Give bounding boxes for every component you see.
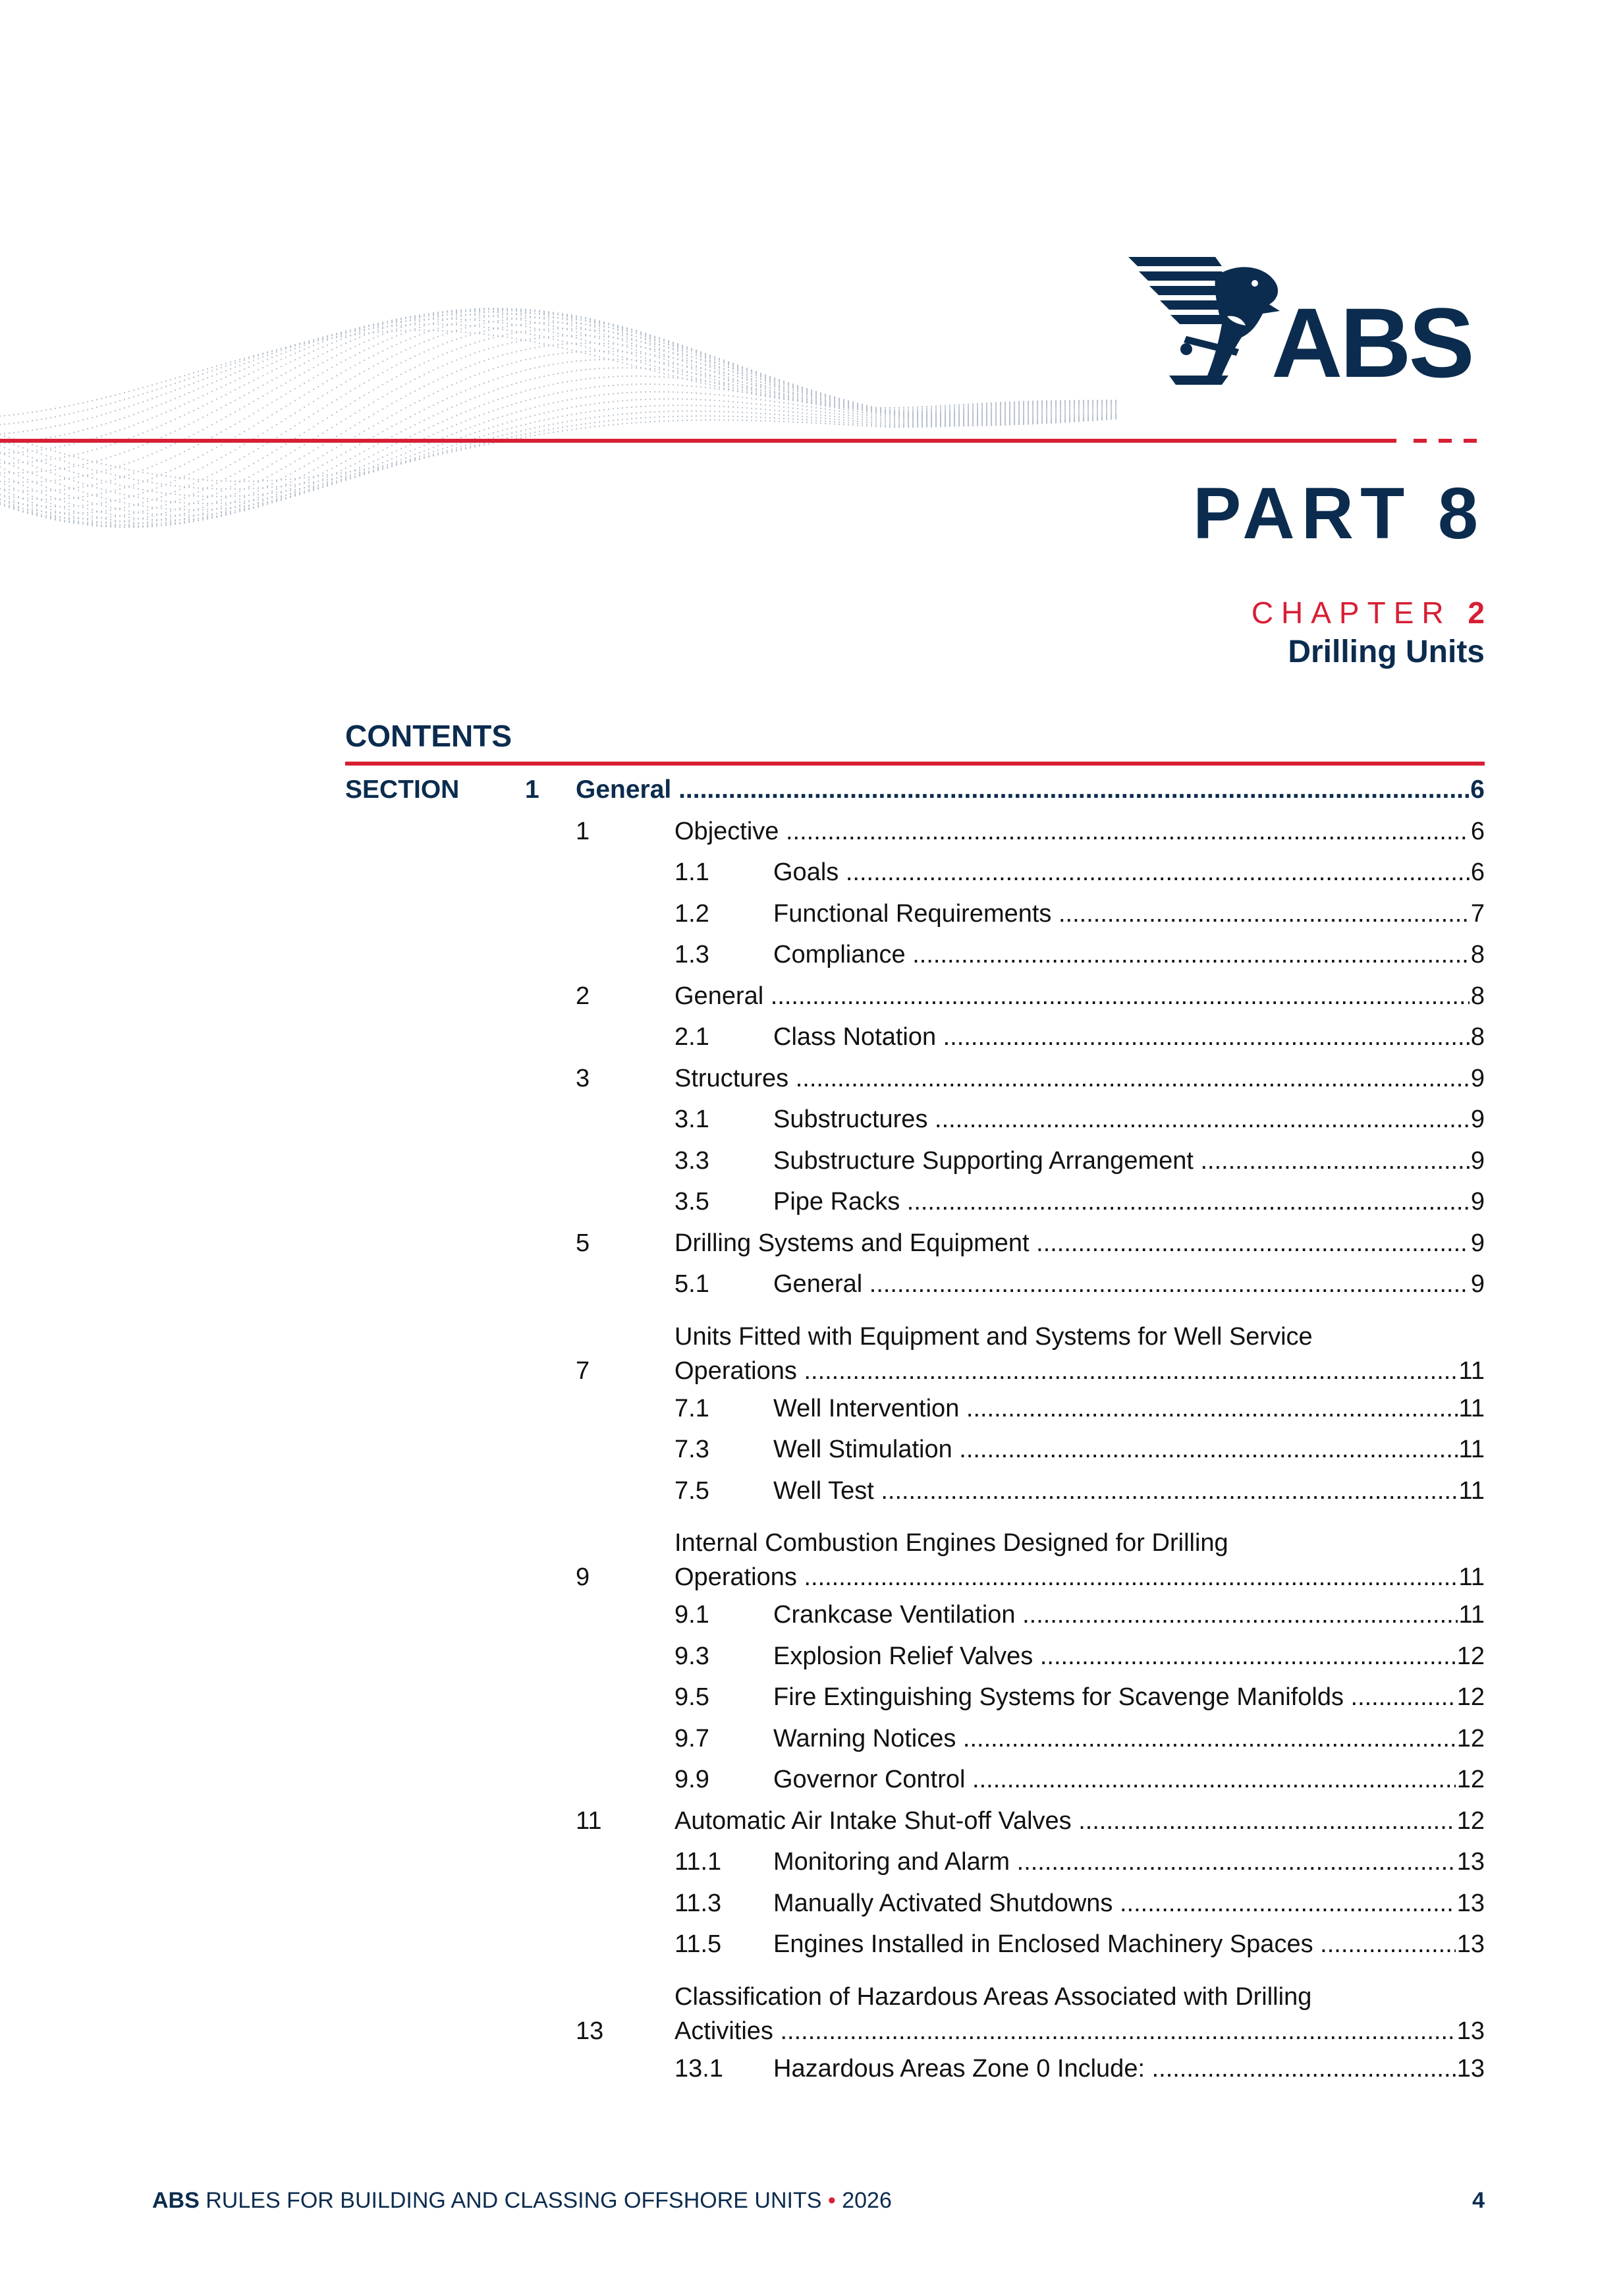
- toc-entry-2-1[interactable]: [345, 1017, 1485, 1058]
- toc-entry-title: Structures .....: [674, 1065, 1470, 1092]
- toc-entry-page: 6: [1470, 858, 1485, 886]
- toc-entry-9[interactable]: [345, 1511, 1485, 1594]
- toc-entry-title: Explosion Relief Valves .....: [773, 1642, 1456, 1670]
- header-rule-dash: [1414, 439, 1427, 443]
- toc-entry-page: 12: [1456, 1683, 1485, 1711]
- toc-entry-line: [773, 1759, 1485, 1801]
- part-title: PART 8: [1192, 473, 1485, 554]
- header-rule: [0, 439, 1396, 443]
- toc-entry-1-3[interactable]: [345, 934, 1485, 976]
- toc-entry-page: 13: [1456, 2017, 1485, 2045]
- toc-entry-title: General .....: [773, 1270, 1470, 1298]
- toc-entry-9-5[interactable]: [345, 1677, 1485, 1718]
- toc-entry-title: Monitoring and Alarm .....: [773, 1848, 1456, 1876]
- chapter-title: Drilling Units: [1288, 634, 1485, 669]
- toc-entry-page: 11: [1458, 1357, 1485, 1385]
- toc-entry-number: 5: [576, 1229, 590, 1257]
- toc-entry-number: 7.5: [674, 1476, 709, 1505]
- footer-year: 2026: [842, 2188, 892, 2213]
- toc-entry-page: 13: [1456, 1848, 1485, 1876]
- toc-entry-page: 12: [1456, 1766, 1485, 1793]
- toc-entry-number: 3.1: [674, 1106, 709, 1133]
- toc-entry-line: [773, 1883, 1485, 1924]
- toc-entry-page: 9: [1470, 1270, 1485, 1298]
- toc-entry-line: [773, 1677, 1485, 1718]
- toc-entry-page: 9: [1470, 1188, 1485, 1216]
- toc-entry-1-1[interactable]: [345, 852, 1485, 893]
- toc-entry-title: Manually Activated Shutdowns .....: [773, 1890, 1456, 1917]
- toc-entry-13[interactable]: [345, 1965, 1485, 2048]
- toc-entry-title: Goals .....: [773, 858, 1470, 886]
- toc-entry-number: 11.5: [674, 1930, 722, 1958]
- page-footer: [152, 2189, 1485, 2212]
- toc-entry-number: 7: [576, 1357, 590, 1385]
- toc-entry-3-3[interactable]: [345, 1140, 1485, 1182]
- toc-entry-title: General .....: [674, 982, 1470, 1010]
- contents-rule: [345, 762, 1485, 766]
- toc-entry-line: [773, 1017, 1485, 1058]
- chapter-label: [1252, 598, 1485, 628]
- toc-entry-7-1[interactable]: [345, 1388, 1485, 1430]
- toc-entry-line: [773, 1470, 1485, 1512]
- toc-entry-2[interactable]: [345, 976, 1485, 1017]
- toc-entry-number: 7.3: [674, 1436, 709, 1463]
- section-entry: [576, 770, 1485, 811]
- section-label: SECTION: [345, 775, 460, 804]
- toc-entry-page: 6: [1470, 817, 1485, 845]
- chapter-word: CHAPTER: [1251, 596, 1452, 630]
- toc-entry-line: [674, 1980, 1485, 2048]
- toc-entry-title: Substructures .....: [773, 1106, 1470, 1133]
- toc-entry-title: Compliance .....: [773, 941, 1470, 968]
- toc-entry-line: [773, 934, 1485, 976]
- toc-entry-number: 13.1: [674, 2054, 723, 2083]
- toc-entry-page: 12: [1456, 1806, 1485, 1835]
- toc-entry-number: 5.1: [674, 1270, 709, 1298]
- footer-separator: •: [827, 2188, 836, 2213]
- toc-entry-title: Units Fitted with Equipment and Systems for Well Service Operations .....: [674, 1323, 1458, 1385]
- logo-wordmark: ABS: [1271, 287, 1472, 389]
- toc-entry-number: 3: [576, 1064, 590, 1092]
- toc-entry-page: 11: [1458, 1601, 1485, 1629]
- toc-entry-title: Class Notation .....: [773, 1023, 1470, 1051]
- toc-entry-line: [773, 852, 1485, 893]
- toc-entry-line: [674, 1526, 1485, 1594]
- toc-entry-number: 11: [576, 1806, 602, 1835]
- toc-entry-number: 11.3: [674, 1889, 722, 1917]
- toc-entry-line: [674, 1058, 1485, 1100]
- footer-page-number: 4: [1472, 2188, 1485, 2213]
- toc-entry-number: 2.1: [674, 1023, 709, 1051]
- toc-entry-title: Well Test .....: [773, 1477, 1458, 1505]
- toc-entry-line: [773, 1594, 1485, 1636]
- toc-entry-number: 13: [576, 2017, 604, 2045]
- toc-entry-line: [773, 1718, 1485, 1760]
- toc-entry-7[interactable]: [345, 1305, 1485, 1388]
- toc-entry-page: 11: [1458, 1476, 1485, 1505]
- footer-publication-title: RULES FOR BUILDING AND CLASSING OFFSHORE UNITS: [206, 2188, 822, 2213]
- chapter-number: 2: [1468, 596, 1485, 630]
- toc-entry-number: 3.5: [674, 1188, 709, 1216]
- toc-section-row[interactable]: [345, 770, 1485, 811]
- toc-entry-line: [773, 1388, 1485, 1430]
- toc-entry-3[interactable]: [345, 1058, 1485, 1100]
- toc-entry-page: 9: [1470, 1146, 1485, 1175]
- toc-entry-line: [773, 1429, 1485, 1470]
- toc-entry-9-3[interactable]: [345, 1636, 1485, 1677]
- toc-entry-title: Classification of Hazardous Areas Associated with Drilling Activities .....: [674, 1983, 1456, 2045]
- dotted-wave-lines: [0, 308, 1116, 527]
- toc-entry-title: Crankcase Ventilation .....: [773, 1601, 1458, 1629]
- toc-entry-line: [773, 1636, 1485, 1677]
- toc-entry-line: [773, 1140, 1485, 1182]
- footer-brand: ABS: [152, 2188, 200, 2213]
- section-number: 1: [525, 775, 539, 804]
- toc-entry-9-1[interactable]: [345, 1594, 1485, 1636]
- toc-entry-line: [674, 1320, 1485, 1388]
- toc-entry-title: Well Stimulation .....: [773, 1436, 1458, 1463]
- toc-entry-number: 9.3: [674, 1642, 709, 1670]
- toc-entry-number: 9: [576, 1563, 590, 1591]
- toc-entry-1-2[interactable]: [345, 893, 1485, 935]
- toc-entry-page: 8: [1470, 1023, 1485, 1051]
- toc-entry-page: 11: [1458, 1436, 1485, 1463]
- toc-entry-line: [674, 1801, 1485, 1842]
- header-rule-dash: [1464, 439, 1477, 443]
- toc-entry-11-1[interactable]: [345, 1841, 1485, 1883]
- toc-entry-page: 12: [1456, 1724, 1485, 1752]
- toc-entry-line: [773, 1099, 1485, 1140]
- toc-entry-page: 11: [1458, 1394, 1485, 1422]
- toc-entry-number: 1: [576, 817, 590, 845]
- section-page: 6: [1470, 775, 1485, 804]
- toc-entry-line: [773, 893, 1485, 935]
- toc-entry-page: 11: [1458, 1563, 1485, 1591]
- toc-entry-7-5[interactable]: [345, 1470, 1485, 1512]
- toc-entry-line: [773, 1924, 1485, 1965]
- toc-entry-page: 9: [1470, 1229, 1485, 1257]
- toc-entry-11-5[interactable]: [345, 1924, 1485, 1965]
- toc-entry-page: 13: [1456, 2054, 1485, 2083]
- toc-entry-page: 7: [1470, 899, 1485, 928]
- toc-entry-5[interactable]: [345, 1223, 1485, 1264]
- toc-entry-page: 9: [1470, 1064, 1485, 1092]
- toc-entry-1[interactable]: [345, 811, 1485, 853]
- toc-entry-number: 1.3: [674, 941, 709, 968]
- toc-entry-page: 9: [1470, 1106, 1485, 1133]
- toc-entry-number: 3.3: [674, 1146, 709, 1175]
- toc-entry-title: Engines Installed in Enclosed Machinery Spaces .....: [773, 1930, 1456, 1958]
- toc-entry-title: Internal Combustion Engines Designed for Drilling Operations .....: [674, 1529, 1458, 1591]
- contents-heading: CONTENTS: [345, 719, 512, 753]
- toc-entry-title: Warning Notices .....: [773, 1725, 1456, 1752]
- toc-entry-number: 7.1: [674, 1394, 709, 1422]
- toc-entry-11[interactable]: [345, 1801, 1485, 1842]
- toc-entry-3-5[interactable]: [345, 1181, 1485, 1223]
- toc-entry-number: 9.5: [674, 1683, 709, 1711]
- toc-entry-number: 2: [576, 982, 590, 1010]
- toc-entry-line: [674, 1223, 1485, 1264]
- toc-entry-9-9[interactable]: [345, 1759, 1485, 1801]
- toc-entry-title: Objective .....: [674, 818, 1470, 845]
- toc-entry-title: Automatic Air Intake Shut-off Valves .....: [674, 1807, 1456, 1835]
- toc-entry-line: [773, 1841, 1485, 1883]
- toc-entry-title: Hazardous Areas Zone 0 Include: .....: [773, 2055, 1456, 2083]
- toc-entry-line: [773, 2048, 1485, 2090]
- toc-entry-number: 9.9: [674, 1766, 709, 1793]
- toc-entry-title: Pipe Racks .....: [773, 1188, 1470, 1216]
- section-title: General .....: [576, 775, 1469, 804]
- toc-entry-line: [773, 1264, 1485, 1305]
- toc-entry-title: Governor Control .....: [773, 1766, 1456, 1793]
- toc-entry-page: 13: [1456, 1930, 1485, 1958]
- toc-entry-11-3[interactable]: [345, 1883, 1485, 1924]
- table-of-contents: [345, 770, 1485, 2089]
- toc-entry-number: 9.7: [674, 1724, 709, 1752]
- toc-entry-line: [674, 811, 1485, 853]
- toc-entry-title: Well Intervention .....: [773, 1395, 1458, 1422]
- toc-entry-line: [773, 1181, 1485, 1223]
- toc-entry-title: Drilling Systems and Equipment .....: [674, 1229, 1470, 1257]
- toc-entry-line: [674, 976, 1485, 1017]
- toc-entry-3-1[interactable]: [345, 1099, 1485, 1140]
- toc-entry-title: Fire Extinguishing Systems for Scavenge Manifolds .....: [773, 1683, 1456, 1711]
- toc-entry-13-1[interactable]: [345, 2048, 1485, 2090]
- toc-entry-number: 1.1: [674, 858, 709, 886]
- toc-entry-number: 9.1: [674, 1601, 709, 1629]
- toc-entry-title: Functional Requirements .....: [773, 900, 1470, 928]
- toc-entry-page: 13: [1456, 1889, 1485, 1917]
- toc-entry-5-1[interactable]: [345, 1264, 1485, 1305]
- dotted-wave-decoration: [0, 244, 1120, 613]
- abs-eagle-logo: [1123, 250, 1479, 389]
- toc-entry-page: 12: [1456, 1642, 1485, 1670]
- toc-entry-7-3[interactable]: [345, 1429, 1485, 1470]
- header-rule-dash: [1439, 439, 1452, 443]
- toc-entry-9-7[interactable]: [345, 1718, 1485, 1760]
- toc-entry-page: 8: [1470, 941, 1485, 968]
- toc-entry-page: 8: [1470, 982, 1485, 1010]
- toc-entry-number: 1.2: [674, 899, 709, 928]
- toc-entry-title: Substructure Supporting Arrangement .....: [773, 1147, 1470, 1175]
- toc-entry-number: 11.1: [674, 1848, 722, 1876]
